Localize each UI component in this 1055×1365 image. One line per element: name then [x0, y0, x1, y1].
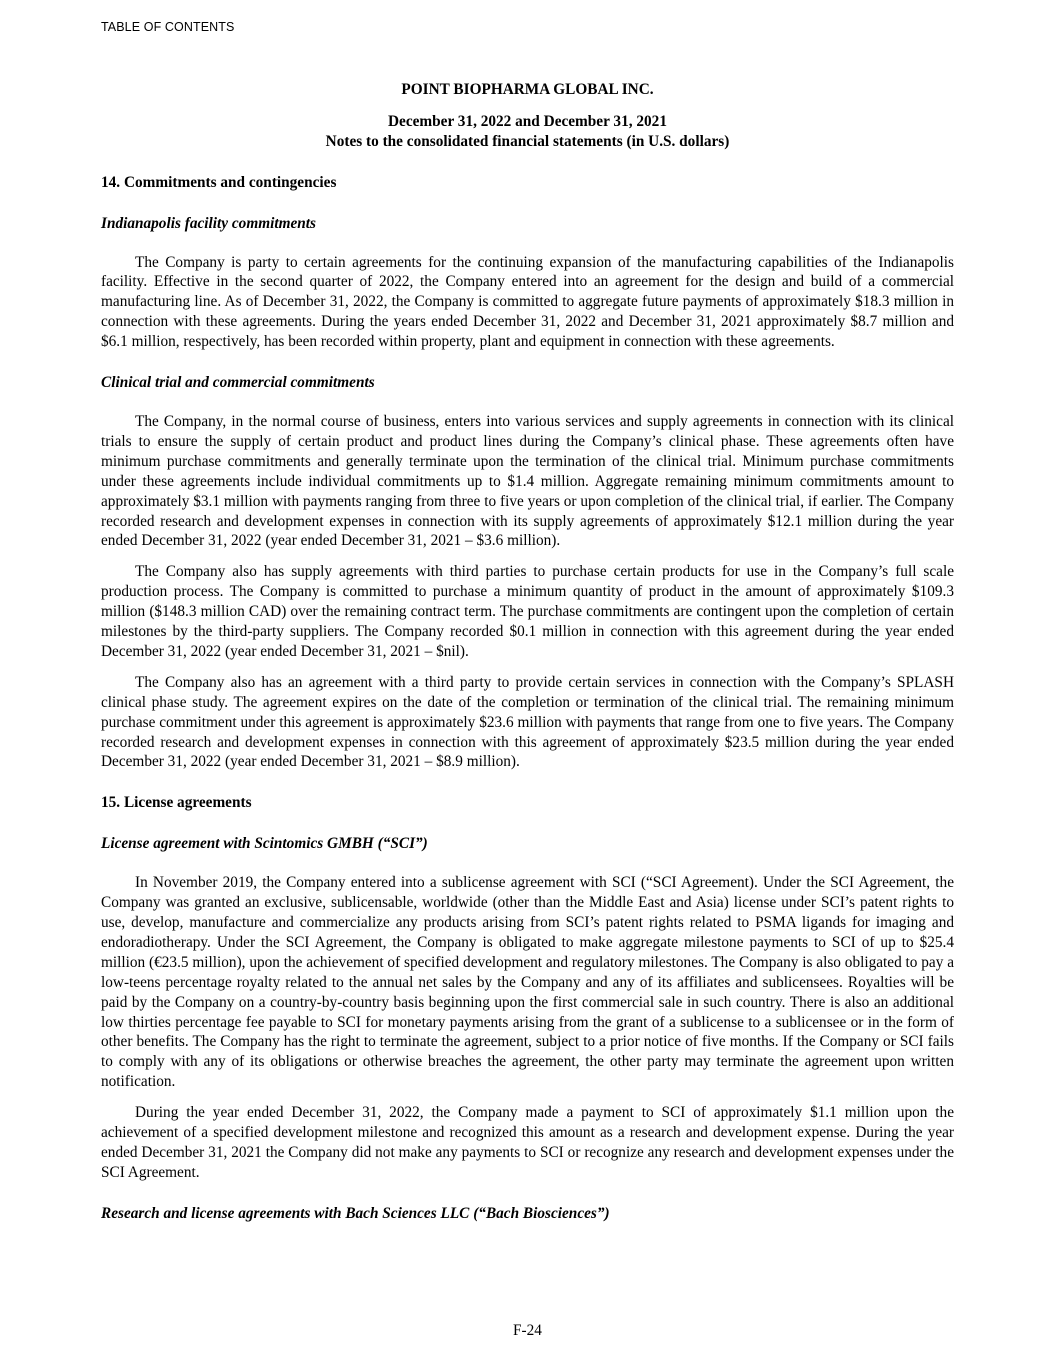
indianapolis-commitments-heading: Indianapolis facility commitments [101, 214, 317, 232]
clinical-commitments-paragraph-3: The Company also has an agreement with a third party to provide certain services in connection with the Company’s SPLASH clinical phase study. The agreement expires on the date of the completion or termination of the clinical trial. The remaining minimum purchase commitment under this agreement is approximately $23.6 million with payments that range from one to five years. The Company recorded research and development expenses in connection with this agreement of approximately $23.5 million during the year ended December 31, 2022 (year ended December 31, 2021 – $8.9 million). [101, 673, 954, 771]
clinical-commitments-paragraph-1: The Company, in the normal course of business, enters into various services and supply agreements in connection with its clinical trials to ensure the supply of certain product and product lines during the Company’s clinical phase. These agreements often have minimum purchase commitments and generally terminate upon the termination of the clinical trial. Minimum purchase commitments under these agreements include individual commitments up to $1.4 million. Aggregate remaining minimum commitments amount to approximately $3.1 million with payments ranging from three to five years or upon completion of the clinical trial, if earlier. The Company recorded research and development expenses in connection with its supply agreements of approximately $12.1 million during the year ended December 31, 2022 (year ended December 31, 2021 – $3.6 million). [101, 412, 954, 550]
table-of-contents-link[interactable]: TABLE OF CONTENTS [101, 20, 235, 34]
page-number: F-24 [513, 1322, 542, 1339]
section-14-heading: 14. Commitments and contingencies [101, 173, 337, 191]
sci-license-heading: License agreement with Scintomics GMBH (“SCI”) [101, 835, 428, 853]
bach-license-heading: Research and license agreements with Bach Sciences LLC (“Bach Biosciences”) [101, 1204, 610, 1222]
company-name: POINT BIOPHARMA GLOBAL INC. [401, 81, 654, 98]
clinical-commitments-paragraph-2: The Company also has supply agreements with third parties to purchase certain products for use in the Company’s full scale production process. The Company is committed to purchase a minimum quantity of product in the amount of approximately $109.3 million ($148.3 million CAD) over the remaining contract term. The purchase commitments are contingent upon the completion of certain milestones by the third-party suppliers. The Company recorded $0.1 million in connection with this agreement during the year ended December 31, 2022 (year ended December 31, 2021 – $nil). [101, 563, 954, 660]
clinical-commitments-heading: Clinical trial and commercial commitments [101, 374, 375, 392]
report-subtitle: Notes to the consolidated financial statements (in U.S. dollars) [325, 132, 730, 150]
document-page [101, 80, 954, 1224]
indianapolis-commitments-paragraph: The Company is party to certain agreements for the continuing expansion of the manufacturing capabilities of the Indianapolis facility. Effective in the second quarter of 2022, the Company entered into an agreement for the design and build of a commercial manufacturing line. As of December 31, 2022, the Company is committed to aggregate future payments of approximately $18.3 million in connection with these agreements. During the years ended December 31, 2022 and December 31, 2021 approximately $8.7 million and $6.1 million, respectively, has been recorded within property, plant and equipment in connection with these agreements. [101, 253, 954, 351]
report-period: December 31, 2022 and December 31, 2021 [388, 112, 667, 130]
section-15-heading: 15. License agreements [101, 794, 252, 812]
sci-license-paragraph-1: In November 2019, the Company entered into a sublicense agreement with SCI (“SCI Agreement). Under the SCI Agreement, the Company was granted an exclusive, sublicensable, worldwide (other than the Middle East and Asia) license under SCI’s patent rights to use, develop, manufacture and commercialize any products arising from SCI’s patent rights related to PSMA ligands for imaging and endoradiotherapy. Under the SCI Agreement, the Company is obligated to make aggregate milestone payments to SCI of up to $25.4 million (€23.5 million), upon the achievement of specified development and regulatory milestones. The Company is also obligated to pay a low-teens percentage royalty related to the annual net sales by the Company and any of its affiliates and sublicensees. Royalties will be paid by the Company on a country-by-country basis beginning upon the first commercial sale in such country. There is also an additional low thirties percentage fee payable to SCI for monetary payments arising from the grant of a sublicense to a sublicensee or in the form of other benefits. The Company has the right to terminate the agreement, subject to a prior notice of five months. If the Company or SCI fails to comply with any of its obligations or otherwise breaches the agreement, the other party may terminate the agreement upon written notification. [101, 874, 954, 1091]
sci-license-paragraph-2: During the year ended December 31, 2022, the Company made a payment to SCI of approximately $1.1 million upon the achievement of a specified development milestone and recognized this amount as a research and development expense. During the year ended December 31, 2021 the Company did not make any payments to SCI or recognize any research and development expenses under the SCI Agreement. [101, 1104, 954, 1181]
